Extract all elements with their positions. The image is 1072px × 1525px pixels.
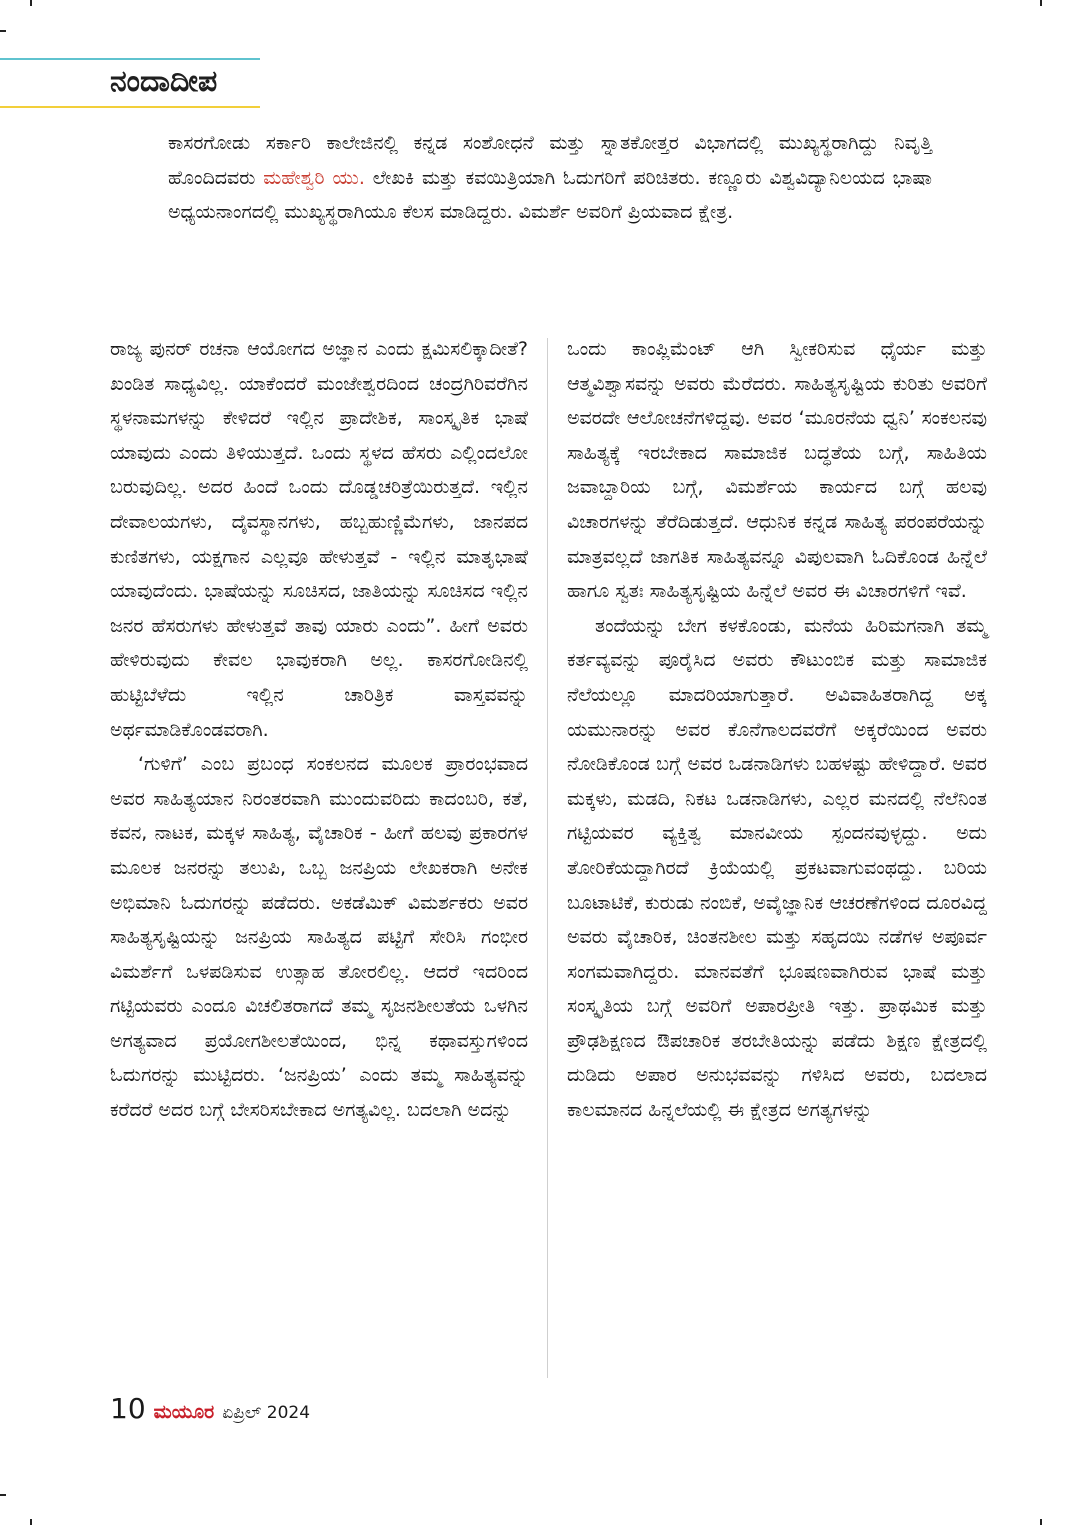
article-column-right bbox=[567, 332, 987, 1128]
page-footer bbox=[110, 1392, 310, 1428]
header-bottom-rule bbox=[0, 106, 260, 108]
issue-date: ಏಪ್ರಿಲ್ 2024 bbox=[222, 1403, 311, 1423]
crop-mark bbox=[0, 30, 6, 32]
intro-text-after: ಲೇಖಕಿ ಮತ್ತು ಕವಯಿತ್ರಿಯಾಗಿ ಓದುಗರಿಗೆ ಪರಿಚಿತರು. ಕಣ್ಣೂರು ವಿಶ್ವವಿದ್ಯಾನಿಲಯದ ಭಾಷಾ ಅಧ್ಯಯನಾಂಗದಲ್ಲಿ ಮುಖ್ಯಸ್ಥರಾಗಿಯೂ ಕೆಲಸ ಮಾಡಿದ್ದರು. ವಿಮರ್ಶೆ ಅವರಿಗೆ ಪ್ರಿಯವಾದ ಕ್ಷೇತ್ರ. bbox=[168, 166, 932, 223]
section-header bbox=[0, 58, 260, 110]
column-divider bbox=[547, 338, 548, 1378]
article-column-left bbox=[110, 332, 528, 1128]
crop-mark bbox=[1040, 1519, 1042, 1525]
section-title: ನಂದಾದೀಪ bbox=[110, 64, 218, 99]
header-top-rule bbox=[0, 58, 260, 60]
author-name-highlight: ಮಹೇಶ್ವರಿ ಯು. bbox=[263, 166, 365, 189]
page-number: 10 bbox=[110, 1392, 146, 1425]
paragraph: ರಾಜ್ಯ ಪುನರ್ ರಚನಾ ಆಯೋಗದ ಅಜ್ಞಾನ ಎಂದು ಕ್ಷಮಿಸಲಿಕ್ಕಾದೀತೆ? ಖಂಡಿತ ಸಾಧ್ಯವಿಲ್ಲ. ಯಾಕೆಂದರೆ ಮಂಜೇಶ್ವರದಿಂದ ಚಂದ್ರಗಿರಿವರೆಗಿನ ಸ್ಥಳನಾಮಗಳನ್ನು ಕೇಳಿದರೆ ಇಲ್ಲಿನ ಪ್ರಾದೇಶಿಕ, ಸಾಂಸ್ಕೃತಿಕ ಭಾಷೆ ಯಾವುದು ಎಂದು ತಿಳಿಯುತ್ತದೆ. ಒಂದು ಸ್ಥಳದ ಹೆಸರು ಎಲ್ಲಿಂದಲೋ ಬರುವುದಿಲ್ಲ. ಅದರ ಹಿಂದೆ ಒಂದು ದೊಡ್ಡಚರಿತ್ರೆಯಿರುತ್ತದೆ. ಇಲ್ಲಿನ ದೇವಾಲಯಗಳು, ದೈವಸ್ಥಾನಗಳು, ಹಬ್ಬಹುಣ್ಣಿಮೆಗಳು, ಜಾನಪದ ಕುಣಿತಗಳು, ಯಕ್ಷಗಾನ ಎಲ್ಲವೂ ಹೇಳುತ್ತವೆ - ಇಲ್ಲಿನ ಮಾತೃಭಾಷೆ ಯಾವುದೆಂದು. ಭಾಷೆಯನ್ನು ಸೂಚಿಸದ, ಜಾತಿಯನ್ನು ಸೂಚಿಸದ ಇಲ್ಲಿನ ಜನರ ಹೆಸರುಗಳು ಹೇಳುತ್ತವೆ ತಾವು ಯಾರು ಎಂದು”. ಹೀಗೆ ಅವರು ಹೇಳಿರುವುದು ಕೇವಲ ಭಾವುಕರಾಗಿ ಅಲ್ಲ. ಕಾಸರಗೋಡಿನಲ್ಲಿ ಹುಟ್ಟಿಬೆಳೆದು ಇಲ್ಲಿನ ಚಾರಿತ್ರಿಕ ವಾಸ್ತವವನ್ನು ಅರ್ಥಮಾಡಿಕೊಂಡವರಾಗಿ. bbox=[110, 338, 528, 741]
crop-mark bbox=[30, 0, 32, 6]
paragraph: ‘ಗುಳಿಗೆ’ ಎಂಬ ಪ್ರಬಂಧ ಸಂಕಲನದ ಮೂಲಕ ಪ್ರಾರಂಭವಾದ ಅವರ ಸಾಹಿತ್ಯಯಾನ ನಿರಂತರವಾಗಿ ಮುಂದುವರಿದು ಕಾದಂಬರಿ, ಕತೆ, ಕವನ, ನಾಟಕ, ಮಕ್ಕಳ ಸಾಹಿತ್ಯ, ವೈಚಾರಿಕ - ಹೀಗೆ ಹಲವು ಪ್ರಕಾರಗಳ ಮೂಲಕ ಜನರನ್ನು ತಲುಪಿ, ಒಬ್ಬ ಜನಪ್ರಿಯ ಲೇಖಕರಾಗಿ ಅನೇಕ ಅಭಿಮಾನಿ ಓದುಗರನ್ನು ಪಡೆದರು. ಅಕಡೆಮಿಕ್ ವಿಮರ್ಶಕರು ಅವರ ಸಾಹಿತ್ಯಸೃಷ್ಟಿಯನ್ನು ಜನಪ್ರಿಯ ಸಾಹಿತ್ಯದ ಪಟ್ಟಿಗೆ ಸೇರಿಸಿ ಗಂಭೀರ ವಿಮರ್ಶೆಗೆ ಒಳಪಡಿಸುವ ಉತ್ಸಾಹ ತೋರಲಿಲ್ಲ. ಆದರೆ ಇದರಿಂದ ಗಟ್ಟಿಯವರು ಎಂದೂ ವಿಚಲಿತರಾಗದೆ ತಮ್ಮ ಸೃಜನಶೀಲತೆಯ ಒಳಗಿನ ಅಗತ್ಯವಾದ ಪ್ರಯೋಗಶೀಲತೆಯಿಂದ, ಭಿನ್ನ ಕಥಾವಸ್ತುಗಳಿಂದ ಓದುಗರನ್ನು ಮುಟ್ಟಿದರು. ‘ಜನಪ್ರಿಯ’ ಎಂದು ತಮ್ಮ ಸಾಹಿತ್ಯವನ್ನು ಕರೆದರೆ ಅದರ ಬಗ್ಗೆ ಬೇಸರಿಸಬೇಕಾದ ಅಗತ್ಯವಿಲ್ಲ. ಬದಲಾಗಿ ಅದನ್ನು bbox=[110, 753, 528, 1122]
paragraph: ಒಂದು ಕಾಂಪ್ಲಿಮೆಂಟ್ ಆಗಿ ಸ್ವೀಕರಿಸುವ ಧೈರ್ಯ ಮತ್ತು ಆತ್ಮವಿಶ್ವಾಸವನ್ನು ಅವರು ಮೆರೆದರು. ಸಾಹಿತ್ಯಸೃಷ್ಟಿಯ ಕುರಿತು ಅವರಿಗೆ ಅವರದೇ ಆಲೋಚನೆಗಳಿದ್ದವು. ಅವರ ‘ಮೂರನೆಯ ಧ್ವನಿ’ ಸಂಕಲನವು ಸಾಹಿತ್ಯಕ್ಕೆ ಇರಬೇಕಾದ ಸಾಮಾಜಿಕ ಬದ್ಧತೆಯ ಬಗ್ಗೆ, ಸಾಹಿತಿಯ ಜವಾಬ್ದಾರಿಯ ಬಗ್ಗೆ, ವಿಮರ್ಶೆಯ ಕಾರ್ಯದ ಬಗ್ಗೆ ಹಲವು ವಿಚಾರಗಳನ್ನು ತೆರೆದಿಡುತ್ತದೆ. ಆಧುನಿಕ ಕನ್ನಡ ಸಾಹಿತ್ಯ ಪರಂಪರೆಯನ್ನು ಮಾತ್ರವಲ್ಲದೆ ಜಾಗತಿಕ ಸಾಹಿತ್ಯವನ್ನೂ ವಿಪುಲವಾಗಿ ಓದಿಕೊಂಡ ಹಿನ್ನೆಲೆ ಹಾಗೂ ಸ್ವತಃ ಸಾಹಿತ್ಯಸೃಷ್ಟಿಯ ಹಿನ್ನೆಲೆ ಅವರ ಈ ವಿಚಾರಗಳಿಗೆ ಇವೆ. bbox=[567, 338, 987, 603]
intro-text-before: ಕಾಸರಗೋಡು ಸರ್ಕಾರಿ ಕಾಲೇಜಿನಲ್ಲಿ ಕನ್ನಡ ಸಂಶೋಧನೆ ಮತ್ತು ಸ್ನಾತಕೋತ್ತರ ವಿಭಾಗದಲ್ಲಿ ಮುಖ್ಯಸ್ಥರಾಗಿದ್ದು ನಿವೃತ್ತಿ ಹೊಂದಿದವರು bbox=[168, 132, 932, 189]
crop-mark bbox=[30, 1519, 32, 1525]
magazine-logo: ಮಯೂರ bbox=[153, 1401, 215, 1423]
paragraph: ತಂದೆಯನ್ನು ಬೇಗ ಕಳಕೊಂಡು, ಮನೆಯ ಹಿರಿಮಗನಾಗಿ ತಮ್ಮ ಕರ್ತವ್ಯವನ್ನು ಪೂರೈಸಿದ ಅವರು ಕೌಟುಂಬಿಕ ಮತ್ತು ಸಾಮಾಜಿಕ ನೆಲೆಯಲ್ಲೂ ಮಾದರಿಯಾಗುತ್ತಾರೆ. ಅವಿವಾಹಿತರಾಗಿದ್ದ ಅಕ್ಕ ಯಮುನಾರನ್ನು ಅವರ ಕೊನೆಗಾಲದವರೆಗೆ ಅಕ್ಕರೆಯಿಂದ ಅವರು ನೋಡಿಕೊಂಡ ಬಗ್ಗೆ ಅವರ ಒಡನಾಡಿಗಳು ಬಹಳಷ್ಟು ಹೇಳಿದ್ದಾರೆ. ಅವರ ಮಕ್ಕಳು, ಮಡದಿ, ನಿಕಟ ಒಡನಾಡಿಗಳು, ಎಲ್ಲರ ಮನದಲ್ಲಿ ನೆಲೆನಿಂತ ಗಟ್ಟಿಯವರ ವ್ಯಕ್ತಿತ್ವ ಮಾನವೀಯ ಸ್ಪಂದನವುಳ್ಳದ್ದು. ಅದು ತೋರಿಕೆಯದ್ದಾಗಿರದೆ ಕ್ರಿಯೆಯಲ್ಲಿ ಪ್ರಕಟವಾಗುವಂಥದ್ದು. ಬರಿಯ ಬೂಟಾಟಿಕೆ, ಕುರುಡು ನಂಬಿಕೆ, ಅವೈಜ್ಞಾನಿಕ ಆಚರಣೆಗಳಿಂದ ದೂರವಿದ್ದ ಅವರು ವೈಚಾರಿಕ, ಚಿಂತನಶೀಲ ಮತ್ತು ಸಹೃದಯಿ ನಡೆಗಳ ಅಪೂರ್ವ ಸಂಗಮವಾಗಿದ್ದರು. ಮಾನವತೆಗೆ ಭೂಷಣವಾಗಿರುವ ಭಾಷೆ ಮತ್ತು ಸಂಸ್ಕೃತಿಯ ಬಗ್ಗೆ ಅವರಿಗೆ ಅಪಾರಪ್ರೀತಿ ಇತ್ತು. ಪ್ರಾಥಮಿಕ ಮತ್ತು ಪ್ರೌಢಶಿಕ್ಷಣದ ಔಪಚಾರಿಕ ತರಬೇತಿಯನ್ನು ಪಡೆದು ಶಿಕ್ಷಣ ಕ್ಷೇತ್ರದಲ್ಲಿ ದುಡಿದು ಅಪಾರ ಅನುಭವವನ್ನು ಗಳಿಸಿದ ಅವರು, ಬದಲಾದ ಕಾಲಮಾನದ ಹಿನ್ನಲೆಯಲ್ಲಿ ಈ ಕ್ಷೇತ್ರದ ಅಗತ್ಯಗಳನ್ನು bbox=[567, 614, 987, 1122]
crop-mark bbox=[0, 1494, 6, 1496]
author-intro bbox=[168, 126, 932, 230]
crop-mark bbox=[1040, 0, 1042, 6]
